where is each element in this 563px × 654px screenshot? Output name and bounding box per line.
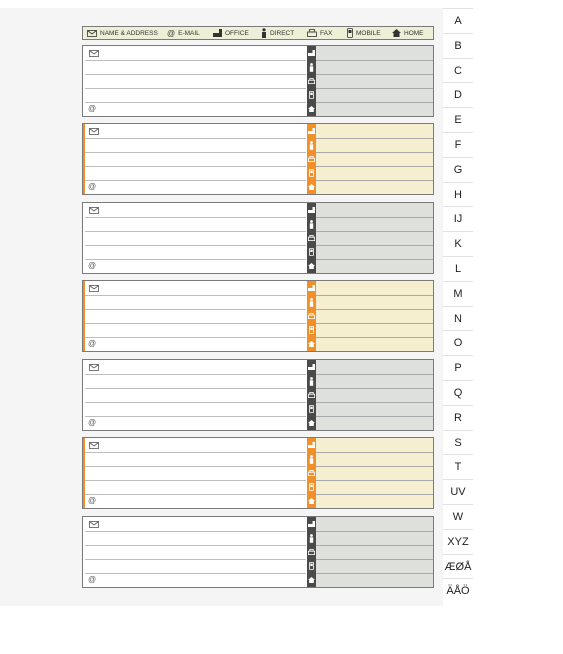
index-tab[interactable]: UV bbox=[443, 479, 473, 504]
phone-line bbox=[316, 402, 433, 403]
email-symbol: @ bbox=[88, 104, 97, 113]
phone-line bbox=[316, 388, 433, 389]
direct-icon bbox=[307, 452, 316, 466]
index-tab[interactable]: M bbox=[443, 281, 473, 306]
office-icon bbox=[307, 281, 316, 295]
index-tab[interactable]: L bbox=[443, 256, 473, 281]
writing-line bbox=[85, 259, 306, 260]
index-tab[interactable]: K bbox=[443, 231, 473, 256]
phone-line bbox=[316, 60, 433, 61]
index-tab[interactable]: P bbox=[443, 355, 473, 380]
email-symbol: @ bbox=[88, 182, 97, 191]
phone-type-strip bbox=[307, 203, 316, 273]
phone-type-strip bbox=[307, 124, 316, 194]
phone-numbers-area[interactable] bbox=[316, 124, 433, 194]
index-tab[interactable]: O bbox=[443, 330, 473, 355]
phone-line bbox=[316, 259, 433, 260]
phone-line bbox=[316, 466, 433, 467]
fax-icon bbox=[307, 388, 316, 402]
header-fax bbox=[307, 27, 332, 39]
address-card bbox=[82, 359, 434, 431]
address-card bbox=[82, 280, 434, 352]
phone-line bbox=[316, 323, 433, 324]
direct-icon bbox=[307, 531, 316, 545]
phone-numbers-area[interactable] bbox=[316, 46, 433, 116]
phone-line bbox=[316, 152, 433, 153]
header-office bbox=[213, 27, 249, 39]
name-address-area[interactable] bbox=[83, 124, 307, 194]
writing-line bbox=[85, 217, 306, 218]
office-icon bbox=[307, 124, 316, 138]
phone-line bbox=[316, 309, 433, 310]
address-card bbox=[82, 202, 434, 274]
at-icon: @ bbox=[167, 28, 176, 38]
writing-line bbox=[85, 102, 306, 103]
envelope-icon bbox=[89, 285, 99, 292]
writing-line bbox=[85, 309, 306, 310]
index-tab[interactable]: IJ bbox=[443, 206, 473, 231]
direct-icon bbox=[307, 295, 316, 309]
fax-icon bbox=[307, 309, 316, 323]
mobile-icon bbox=[307, 323, 316, 337]
envelope-icon bbox=[89, 50, 99, 57]
address-card bbox=[82, 437, 434, 509]
phone-numbers-area[interactable] bbox=[316, 517, 433, 587]
phone-type-strip bbox=[307, 360, 316, 430]
home-icon bbox=[307, 416, 316, 430]
writing-line bbox=[85, 295, 306, 296]
phone-line bbox=[316, 88, 433, 89]
writing-line bbox=[85, 245, 306, 246]
home-icon bbox=[307, 180, 316, 194]
direct-icon bbox=[307, 374, 316, 388]
home-icon bbox=[392, 29, 401, 37]
index-tab[interactable]: XYZ bbox=[443, 529, 473, 554]
column-header bbox=[82, 26, 434, 40]
header-email-label: E-MAIL bbox=[178, 29, 200, 37]
home-icon bbox=[307, 494, 316, 508]
writing-line bbox=[85, 74, 306, 75]
name-address-area[interactable] bbox=[83, 360, 307, 430]
index-tab[interactable]: W bbox=[443, 504, 473, 529]
writing-line bbox=[85, 166, 306, 167]
accent-bar bbox=[83, 438, 85, 508]
index-tab[interactable]: B bbox=[443, 33, 473, 58]
phone-numbers-area[interactable] bbox=[316, 360, 433, 430]
email-symbol: @ bbox=[88, 339, 97, 348]
mobile-icon bbox=[307, 480, 316, 494]
phone-line bbox=[316, 559, 433, 560]
index-tab[interactable]: E bbox=[443, 107, 473, 132]
name-address-area[interactable] bbox=[83, 281, 307, 351]
fax-icon bbox=[307, 74, 316, 88]
home-icon bbox=[307, 102, 316, 116]
phone-line bbox=[316, 102, 433, 103]
office-icon bbox=[307, 360, 316, 374]
index-tab[interactable]: D bbox=[443, 82, 473, 107]
phone-line bbox=[316, 217, 433, 218]
mobile-icon bbox=[347, 28, 353, 38]
name-address-area[interactable] bbox=[83, 46, 307, 116]
direct-icon bbox=[307, 60, 316, 74]
envelope-icon bbox=[89, 207, 99, 214]
name-address-area[interactable] bbox=[83, 517, 307, 587]
writing-line bbox=[85, 180, 306, 181]
office-icon bbox=[213, 29, 222, 37]
writing-line bbox=[85, 388, 306, 389]
phone-line bbox=[316, 180, 433, 181]
index-tab[interactable]: R bbox=[443, 405, 473, 430]
address-card bbox=[82, 45, 434, 117]
office-icon bbox=[307, 517, 316, 531]
index-tab[interactable]: T bbox=[443, 454, 473, 479]
header-name-address bbox=[87, 27, 158, 39]
writing-line bbox=[85, 337, 306, 338]
phone-line bbox=[316, 494, 433, 495]
phone-numbers-area[interactable] bbox=[316, 203, 433, 273]
phone-line bbox=[316, 245, 433, 246]
header-direct-label: DIRECT bbox=[270, 29, 295, 37]
index-tab[interactable]: N bbox=[443, 306, 473, 331]
email-symbol: @ bbox=[88, 261, 97, 270]
writing-line bbox=[85, 466, 306, 467]
address-card bbox=[82, 516, 434, 588]
home-icon bbox=[307, 259, 316, 273]
fax-icon bbox=[307, 152, 316, 166]
index-tab[interactable]: G bbox=[443, 157, 473, 182]
mobile-icon bbox=[307, 88, 316, 102]
index-tab[interactable]: F bbox=[443, 132, 473, 157]
phone-line bbox=[316, 166, 433, 167]
writing-line bbox=[85, 416, 306, 417]
phone-line bbox=[316, 545, 433, 546]
header-mobile-label: MOBILE bbox=[356, 29, 381, 37]
phone-line bbox=[316, 374, 433, 375]
header-office-label: OFFICE bbox=[225, 29, 249, 37]
writing-line bbox=[85, 573, 306, 574]
header-name-address-label: NAME & ADDRESS bbox=[100, 29, 158, 37]
name-address-area[interactable] bbox=[83, 438, 307, 508]
envelope-icon bbox=[89, 364, 99, 371]
phone-type-strip bbox=[307, 46, 316, 116]
envelope-icon bbox=[87, 30, 97, 37]
accent-bar bbox=[83, 124, 85, 194]
writing-line bbox=[85, 559, 306, 560]
writing-line bbox=[85, 402, 306, 403]
accent-bar bbox=[83, 281, 85, 351]
writing-line bbox=[85, 88, 306, 89]
fax-icon bbox=[307, 29, 317, 37]
phone-line bbox=[316, 295, 433, 296]
header-fax-label: FAX bbox=[320, 29, 333, 37]
envelope-icon bbox=[89, 442, 99, 449]
mobile-icon bbox=[307, 559, 316, 573]
phone-line bbox=[316, 231, 433, 232]
home-icon bbox=[307, 573, 316, 587]
writing-line bbox=[85, 494, 306, 495]
email-symbol: @ bbox=[88, 575, 97, 584]
phone-type-strip bbox=[307, 281, 316, 351]
header-mobile bbox=[347, 27, 381, 39]
writing-line bbox=[85, 323, 306, 324]
writing-line bbox=[85, 138, 306, 139]
direct-icon bbox=[307, 217, 316, 231]
writing-line bbox=[85, 480, 306, 481]
office-icon bbox=[307, 203, 316, 217]
index-tab[interactable]: Q bbox=[443, 380, 473, 405]
mobile-icon bbox=[307, 402, 316, 416]
phone-line bbox=[316, 337, 433, 338]
phone-numbers-area[interactable] bbox=[316, 438, 433, 508]
index-tab[interactable]: H bbox=[443, 182, 473, 207]
header-home-label: HOME bbox=[404, 29, 424, 37]
mobile-icon bbox=[307, 166, 316, 180]
office-icon bbox=[307, 46, 316, 60]
envelope-icon bbox=[89, 128, 99, 135]
writing-line bbox=[85, 452, 306, 453]
phone-numbers-area[interactable] bbox=[316, 281, 433, 351]
phone-line bbox=[316, 531, 433, 532]
email-symbol: @ bbox=[88, 496, 97, 505]
writing-line bbox=[85, 231, 306, 232]
writing-line bbox=[85, 60, 306, 61]
index-tab[interactable]: ÆØÅ bbox=[443, 554, 473, 579]
index-tab[interactable]: ÄÅÖ bbox=[443, 578, 473, 603]
fax-icon bbox=[307, 231, 316, 245]
index-tab[interactable]: S bbox=[443, 430, 473, 455]
phone-type-strip bbox=[307, 517, 316, 587]
phone-type-strip bbox=[307, 438, 316, 508]
direct-icon bbox=[307, 138, 316, 152]
writing-line bbox=[85, 531, 306, 532]
writing-line bbox=[85, 152, 306, 153]
header-email bbox=[167, 27, 200, 39]
phone-line bbox=[316, 416, 433, 417]
envelope-icon bbox=[89, 521, 99, 528]
index-tab[interactable]: C bbox=[443, 58, 473, 83]
phone-line bbox=[316, 452, 433, 453]
email-symbol: @ bbox=[88, 418, 97, 427]
address-card bbox=[82, 123, 434, 195]
writing-line bbox=[85, 545, 306, 546]
phone-line bbox=[316, 480, 433, 481]
writing-line bbox=[85, 374, 306, 375]
mobile-icon bbox=[307, 245, 316, 259]
fax-icon bbox=[307, 545, 316, 559]
phone-line bbox=[316, 573, 433, 574]
person-icon bbox=[261, 28, 267, 38]
header-direct bbox=[261, 27, 294, 39]
fax-icon bbox=[307, 466, 316, 480]
phone-line bbox=[316, 74, 433, 75]
phone-line bbox=[316, 138, 433, 139]
name-address-area[interactable] bbox=[83, 203, 307, 273]
office-icon bbox=[307, 438, 316, 452]
alphabet-index bbox=[443, 8, 473, 606]
header-home bbox=[392, 27, 424, 39]
index-tab[interactable]: A bbox=[443, 8, 473, 33]
home-icon bbox=[307, 337, 316, 351]
